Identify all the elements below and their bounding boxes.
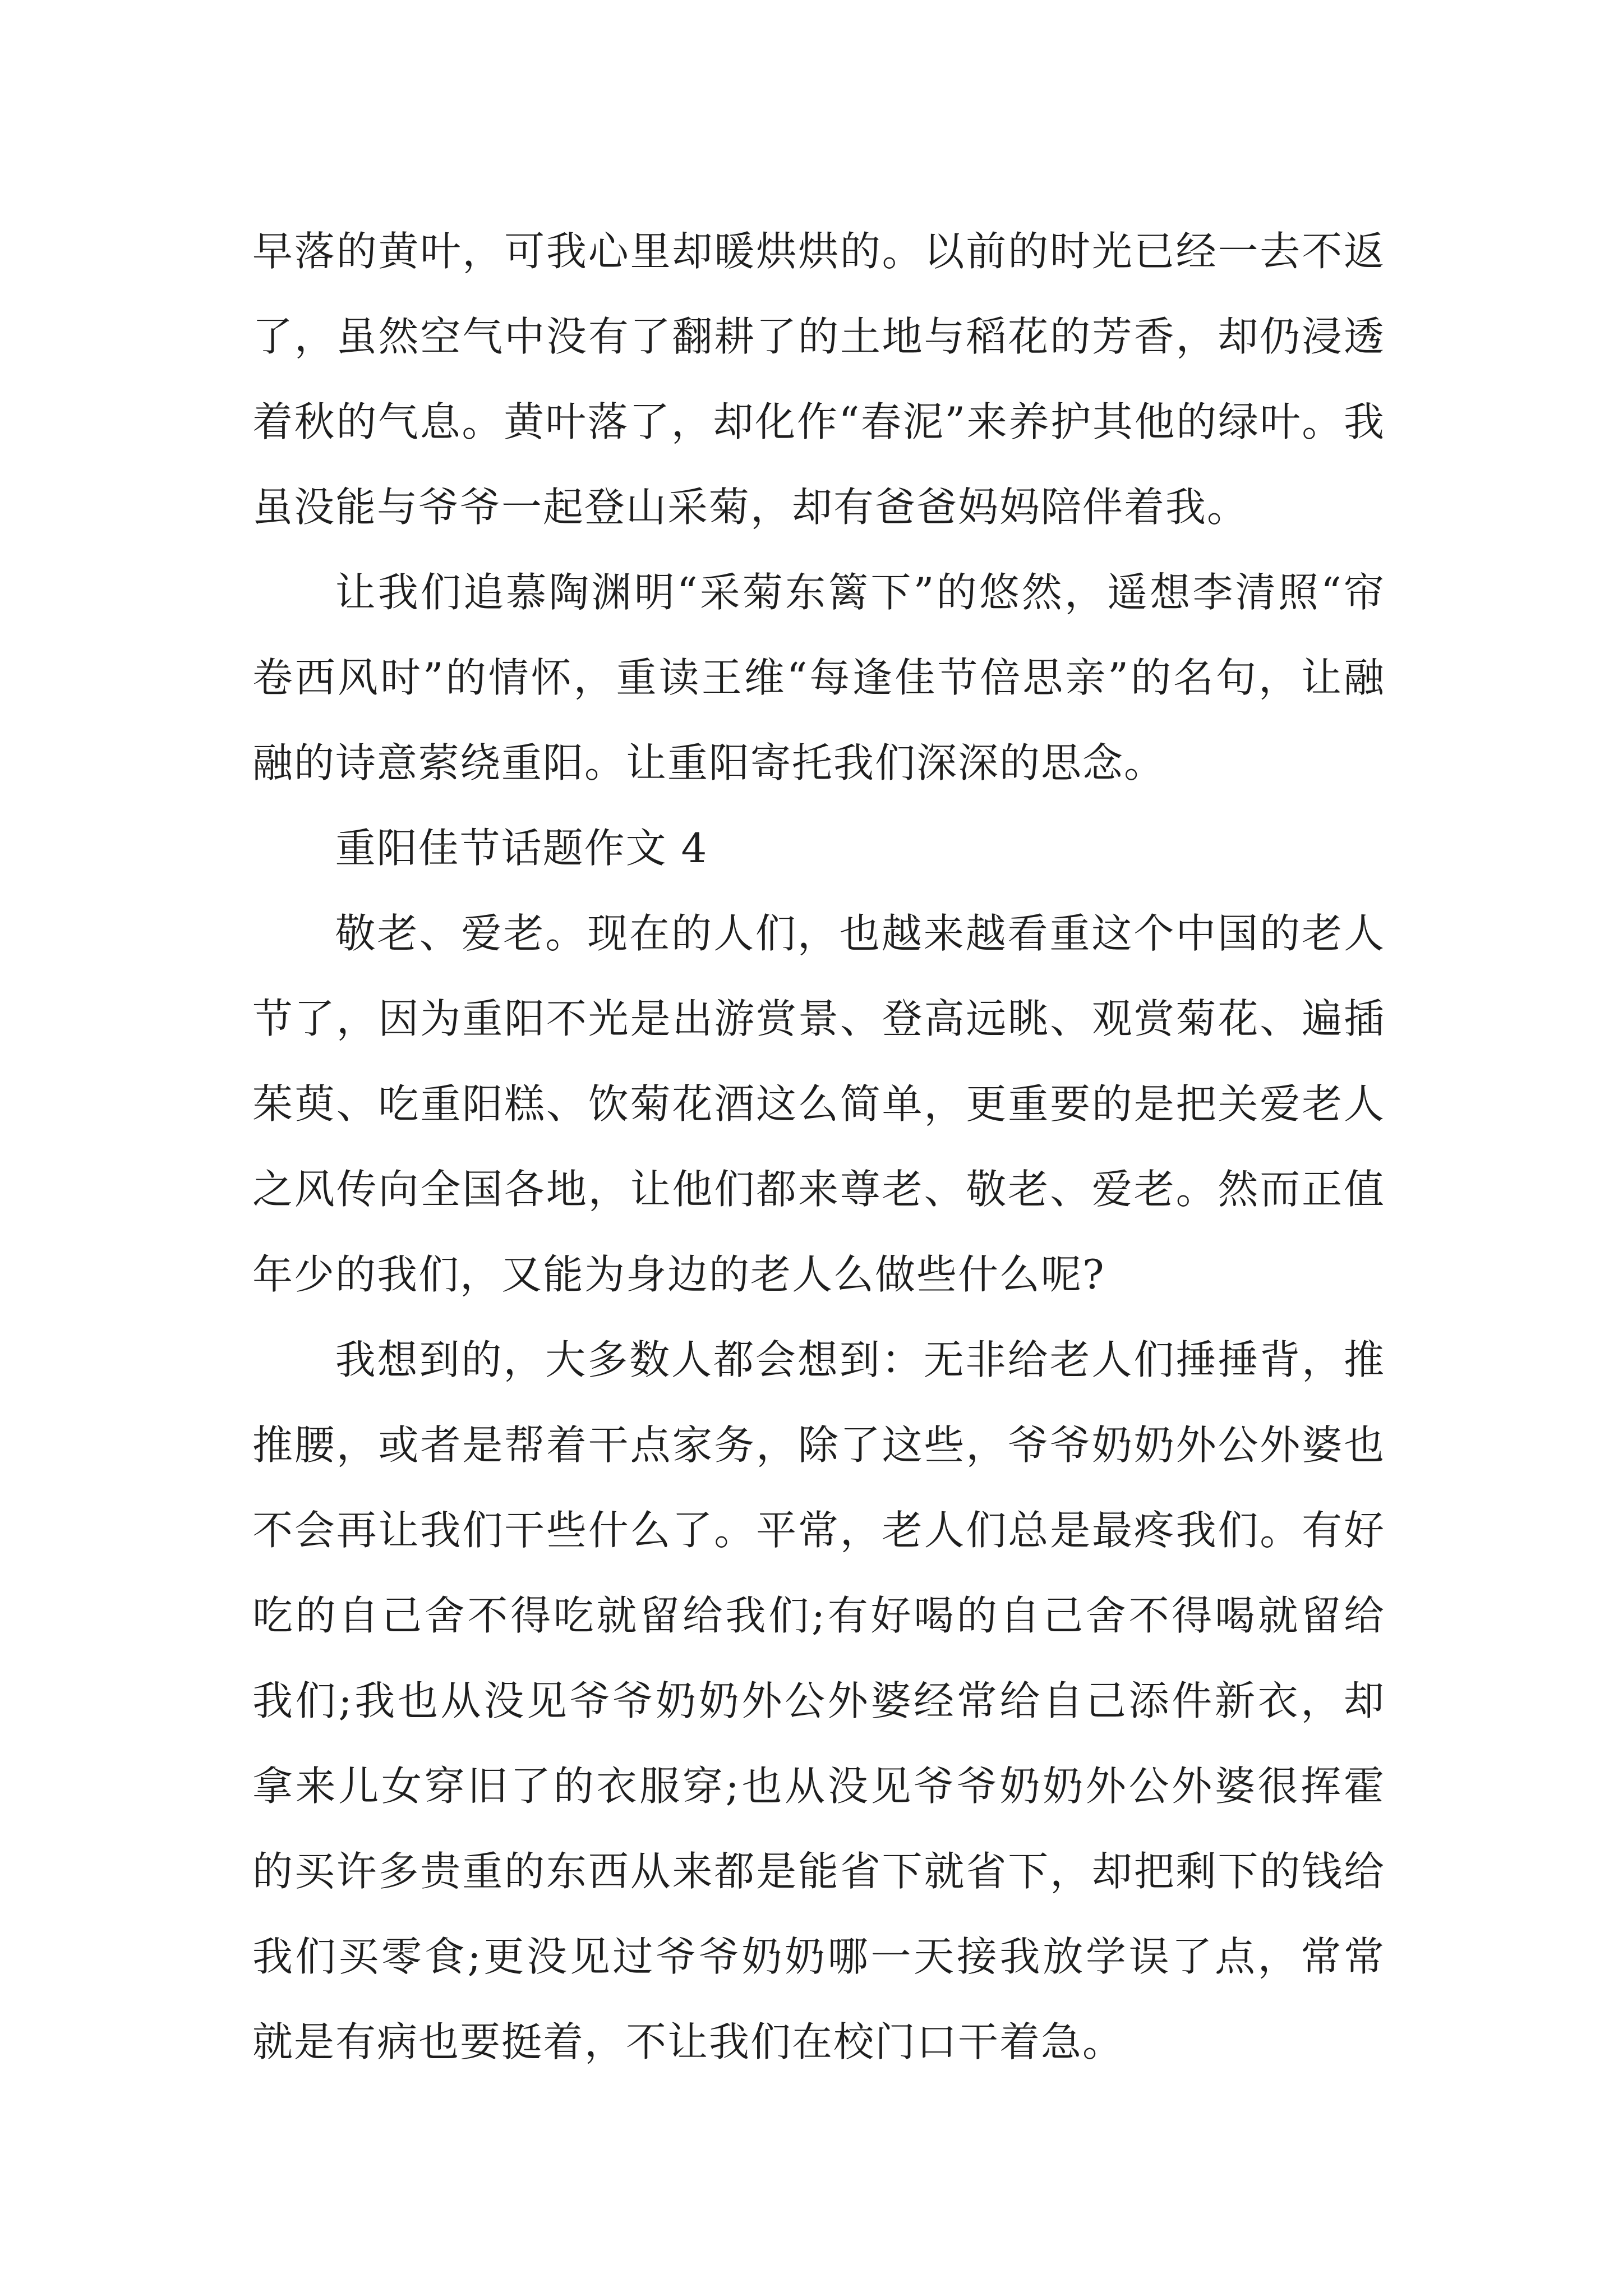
section-heading: 重阳佳节话题作文 4 — [335, 825, 708, 872]
paragraph-poetry: 让我们追慕陶渊明“采菊东篱下”的悠然，遥想李清照“帘卷西风时”的情怀，重读王维“每逢佳节倍思亲”的名句，让融融的诗意萦绕重阳。让重阳寄托我们深深的思念。 — [252, 569, 1385, 786]
document-page — [252, 209, 1385, 2085]
paragraph-continuation: 早落的黄叶，可我心里却暖烘烘的。以前的时光已经一去不返了，虽然空气中没有了翻耕了的土地与稻花的芳香，却仍浸透着秋的气息。黄叶落了，却化作“春泥”来养护其他的绿叶。我虽没能与爷爷一起登山采菊，却有爸爸妈妈陪伴着我。 — [252, 228, 1385, 531]
paragraph-grandparents: 我想到的，大多数人都会想到：无非给老人们捶捶背，推推腰，或者是帮着干点家务，除了这些，爷爷奶奶外公外婆也不会再让我们干些什么了。平常，老人们总是最疼我们。有好吃的自己舍不得吃就留给我们;有好喝的自己舍不得喝就留给我们;我也从没见爷爷奶奶外公外婆经常给自己添件新衣，却拿来儿女穿旧了的衣服穿;也从没见爷爷奶奶外公外婆很挥霍的买许多贵重的东西从来都是能省下就省下，却把剩下的钱给我们买零食;更没见过爷爷奶奶哪一天接我放学误了点，常常就是有病也要挺着，不让我们在校门口干着急。 — [252, 1336, 1385, 2065]
paragraph-respect-elders: 敬老、爱老。现在的人们，也越来越看重这个中国的老人节了，因为重阳不光是出游赏景、登高远眺、观赏菊花、遍插茱萸、吃重阳糕、饮菊花酒这么简单，更重要的是把关爱老人之风传向全国各地，让他们都来尊老、敬老、爱老。然而正值年少的我们，又能为身边的老人么做些什么呢? — [252, 910, 1385, 1298]
